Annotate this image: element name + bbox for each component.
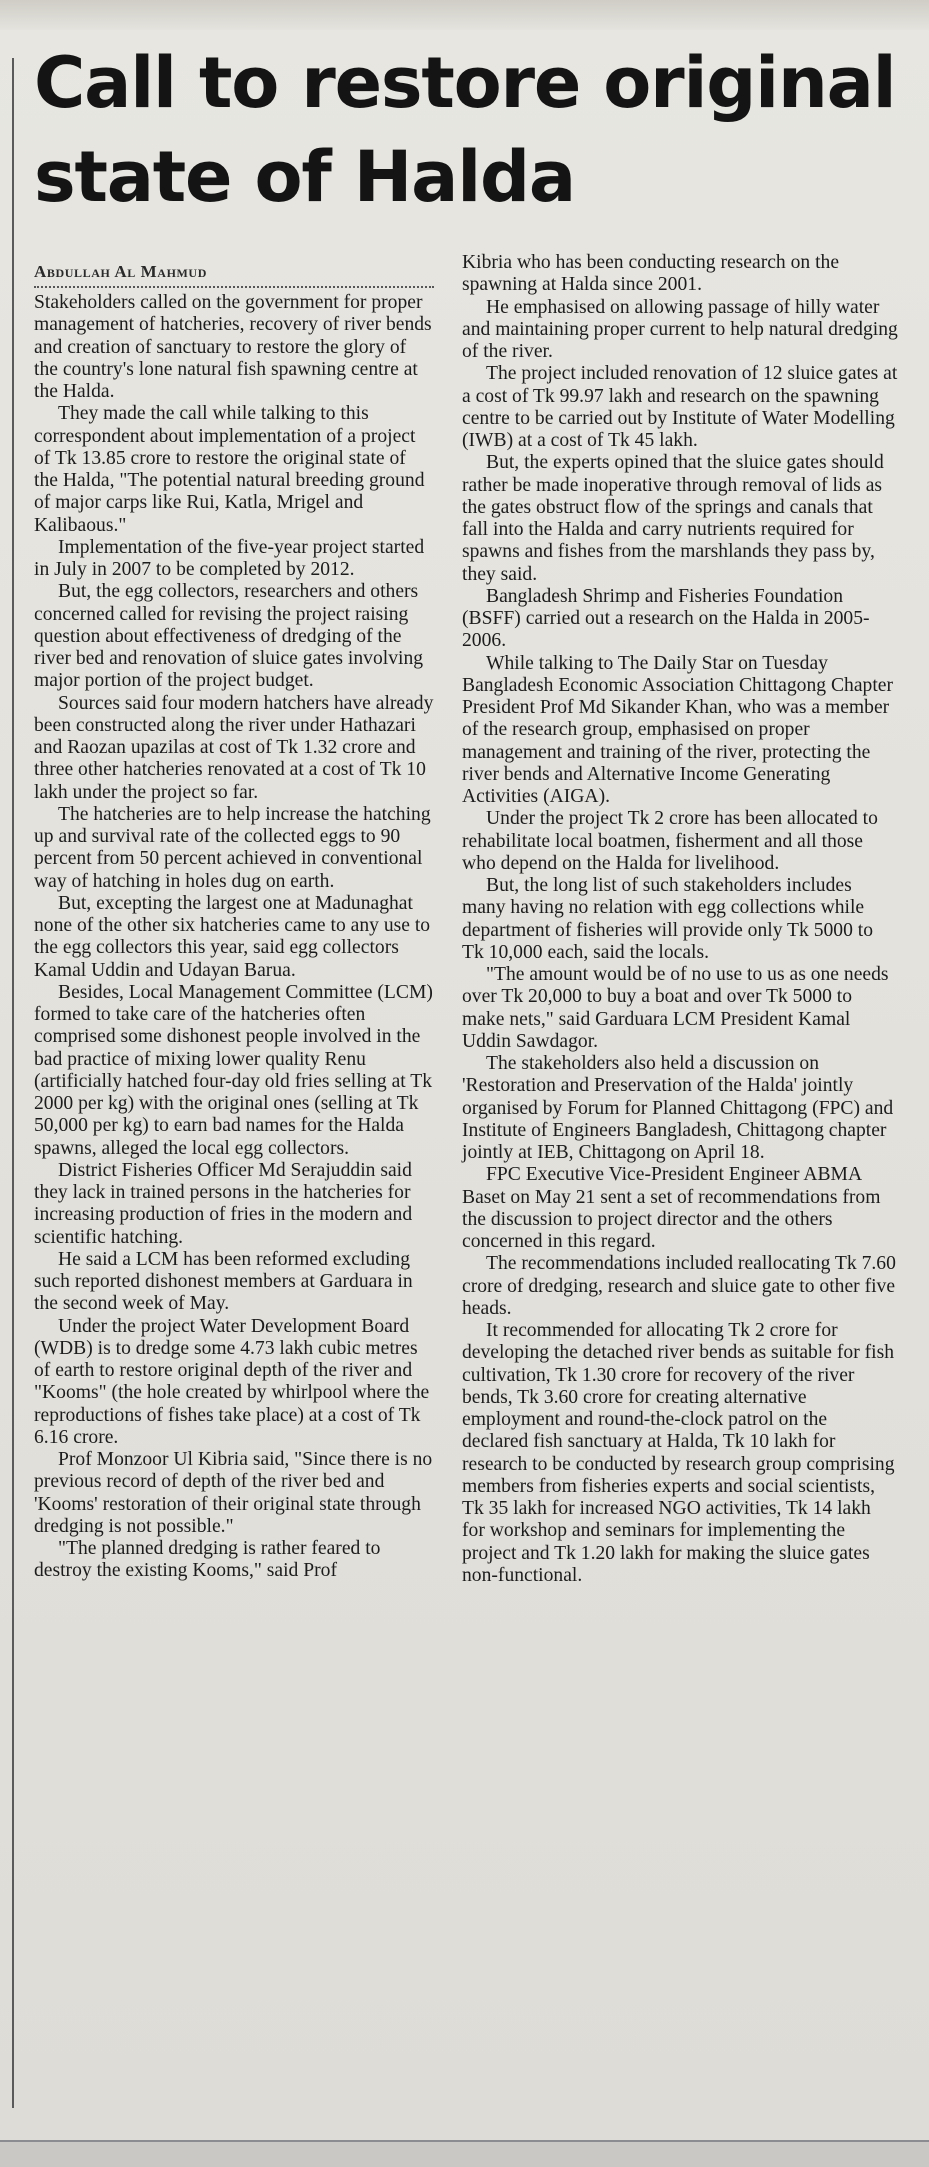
paragraph: It recommended for allocating Tk 2 crore for developing the detached river bends as suitable for fish cultivation, Tk 1.30 crore for recovery of the river bends, Tk 3.60 crore for creating alternative employment and round-the-clock patrol on the declared fish sanctuary at Halda, Tk 10 lakh for research to be conducted by research group comprising members from fisheries experts and social scientists, Tk 35 lakh for increased NGO activities, Tk 14 lakh for workshop and seminars for implementing the project and Tk 1.20 lakh for making the sluice gates non-functional. (462, 1320, 895, 1586)
paragraph: They made the call while talking to this correspondent about implementation of a project of Tk 13.85 crore to restore the original state of the Halda, "The potential natural breeding ground of major carps like Rui, Katla, Mrigel and Kalibaous." (34, 403, 425, 536)
paragraph: "The amount would be of no use to us as one needs over Tk 20,000 to buy a boat and over Tk 5000 to make nets," said Garduara LCM President Kamal Uddin Sawdagor. (462, 964, 889, 1052)
byline: Abdullah Al Mahmud (34, 262, 207, 281)
paragraph: Bangladesh Shrimp and Fisheries Foundation (BSFF) carried out a research on the Halda in 2005-2006. (462, 585, 870, 652)
top-edge (0, 0, 929, 30)
paragraph: FPC Executive Vice-President Engineer ABMA Baset on May 21 sent a set of recommendations from the discussion to project director and the others concerned in this regard. (462, 1164, 881, 1252)
paragraph: Kibria who has been conducting research on the spawning at Halda since 2001. (462, 252, 840, 296)
paragraph: Besides, Local Management Committee (LCM) formed to take care of the hatcheries often comprised some dishonest people involved in the bad practice of mixing lower quality Renu (artificially hatched four-day old fries selling at Tk 2000 per kg) with the original ones (selling at Tk 50,000 per kg) to earn bad names for the Halda spawns, alleged the local egg collectors. (34, 981, 433, 1159)
paragraph: The recommendations included reallocating Tk 7.60 crore of dredging, research and sluice gate to other five heads. (462, 1253, 896, 1319)
bottom-edge (0, 2140, 929, 2167)
paragraph: But, excepting the largest one at Madunaghat none of the other six hatcheries came to any use to the egg collectors this year, said egg collectors Kamal Uddin and Udayan Barua. (34, 892, 431, 981)
paragraph: He emphasised on allowing passage of hilly water and maintaining proper current to help natural dredging of the river. (462, 296, 898, 362)
paragraph: "The planned dredging is rather feared to destroy the existing Kooms," said Prof (34, 1538, 381, 1582)
paragraph: District Fisheries Officer Md Serajuddin said they lack in trained persons in the hatcheries for increasing production of fries in the modern and scientific hatching. (34, 1159, 413, 1248)
article-column-left (34, 262, 434, 1583)
paragraph: The stakeholders also held a discussion on 'Restoration and Preservation of the Halda' jointly organised by Forum for Planned Chittagong (FPC) and Institute of Engineers Bangladesh, Chittagong chapter jointly at IEB, Chittagong on April 18. (462, 1053, 894, 1163)
column-rule (12, 58, 14, 2108)
paragraph: But, the long list of such stakeholders includes many having no relation with egg collections while department of fisheries will provide only Tk 5000 to Tk 10,000 each, said the locals. (462, 875, 874, 963)
paragraph: The project included renovation of 12 sluice gates at a cost of Tk 99.97 lakh and research on the spawning centre to be carried out by Institute of Water Modelling (IWB) at a cost of Tk 45 lakh. (462, 363, 898, 451)
paragraph: Prof Monzoor Ul Kibria said, "Since there is no previous record of depth of the river bed and 'Kooms' restoration of their original state through dredging is not possible." (34, 1449, 433, 1537)
paragraph: The hatcheries are to help increase the hatching up and survival rate of the collected eggs to 90 percent from 50 percent achieved in conventional way of hatching in holes dug on earth. (34, 803, 431, 892)
paragraph: But, the egg collectors, researchers and others concerned called for revising the project raising question about effectiveness of dredging of the river bed and renovation of sluice gates involving major portion of the project budget. (34, 581, 424, 692)
paragraph: Stakeholders called on the government for proper management of hatcheries, recovery of river bends and creation of sanctuary to restore the glory of the country's lone natural fish spawning centre at the Halda. (34, 292, 432, 402)
article-column-right (462, 252, 898, 1587)
paragraph: He said a LCM has been reformed excluding such reported dishonest members at Garduara in the second week of May. (34, 1248, 413, 1315)
paragraph: Under the project Tk 2 crore has been allocated to rehabilitate local boatmen, fisherment and all those who depend on the Halda for livelihood. (462, 808, 878, 874)
headline (34, 36, 914, 224)
paragraph: But, the experts opined that the sluice gates should rather be made inoperative through removal of lids as the gates obstruct flow of the springs and canals that fall into the Halda and carry nutrients required for spawns and fishes from the marshlands they pass by, they said. (462, 452, 884, 585)
headline-line-2: state of Halda (34, 136, 575, 218)
paragraph: Sources said four modern hatchers have already been constructed along the river under Hathazari and Raozan upazilas at cost of Tk 1.32 crore and three other hatcheries renovated at a cost of Tk 10 lakh under the project so far. (34, 692, 434, 803)
paragraph: Implementation of the five-year project started in July in 2007 to be completed by 2012. (34, 536, 425, 580)
paragraph: While talking to The Daily Star on Tuesday Bangladesh Economic Association Chittagong Chapter President Prof Md Sikander Khan, who was a member of the research group, emphasised on proper management and training of the river, protecting the river bends and Alternative Income Generating Activities (AIGA). (462, 652, 893, 807)
headline-line-1: Call to restore original (34, 42, 896, 124)
paragraph: Under the project Water Development Board (WDB) is to dredge some 4.73 lakh cubic metres of earth to restore original depth of the river and "Kooms" (the hole created by whirlpool where the reproductions of fishes take place) at a cost of Tk 6.16 crore. (34, 1315, 430, 1448)
byline-divider (34, 286, 434, 288)
